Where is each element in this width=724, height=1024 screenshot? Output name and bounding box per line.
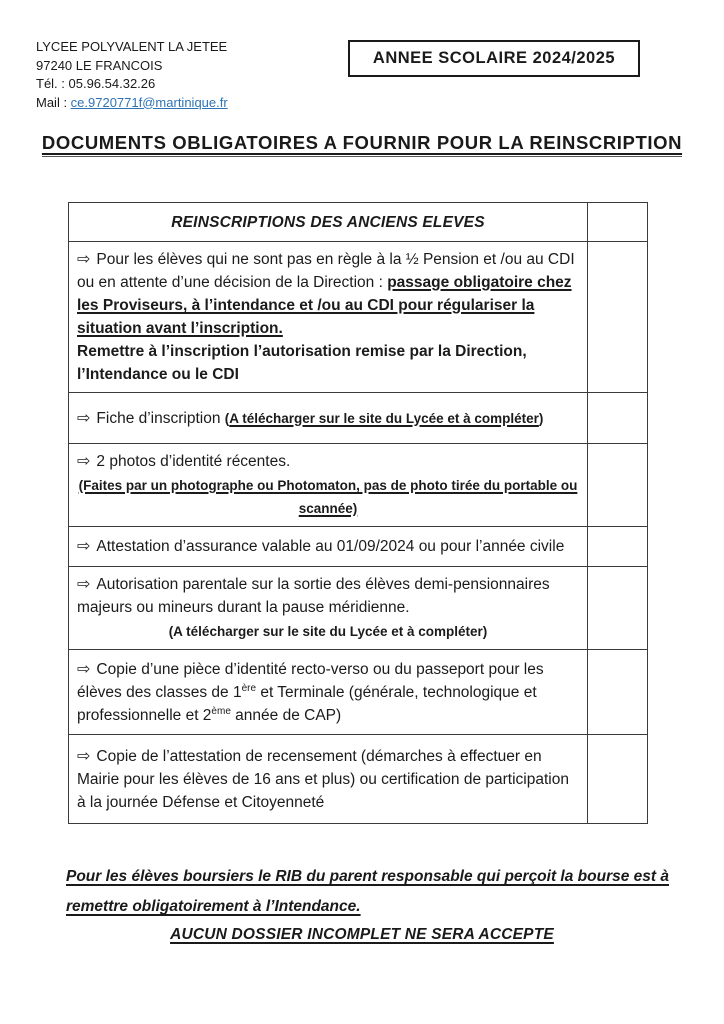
arrow-icon: ⇨: [77, 538, 91, 555]
check-cell: [588, 735, 648, 824]
row2-paren-open: (: [224, 410, 230, 426]
row1-bold: Remettre à l’inscription l’autorisation remise par la Direction, l’Intendance ou le CDI: [77, 343, 527, 383]
table-header-row: [69, 203, 648, 242]
row2-note: A télécharger sur le site du Lycée et à compléter: [229, 410, 539, 426]
school-name: LYCEE POLYVALENT LA JETEE: [36, 39, 228, 54]
row6-text-2: et Terminale (générale, technologique et professionnelle et 2: [77, 683, 537, 724]
school-address: 97240 LE FRANCOIS: [36, 57, 163, 73]
check-cell: [588, 242, 648, 393]
arrow-icon: ⇨: [77, 747, 91, 765]
row1-bold-underline: passage obligatoire chez les Proviseurs, à l’intendance et /ou au CDI pour régulariser la situation avant l’inscription.: [77, 274, 572, 337]
requirements-table: [68, 202, 648, 824]
row2-text: Fiche d’inscription: [96, 409, 225, 427]
row6-text-1: Copie d’une pièce d’identité recto-verso ou du passeport pour les élèves des classes de 1: [77, 660, 544, 701]
table-row: [69, 242, 648, 393]
row2-paren-close: ): [538, 410, 544, 426]
row4-text: Attestation d’assurance valable au 01/09/2024 ou pour l’année civile: [96, 538, 565, 555]
arrow-icon: ⇨: [77, 453, 91, 470]
table-row: [69, 527, 648, 567]
row6-sup-1: ère: [241, 682, 257, 694]
row6-sup-2: ème: [211, 705, 231, 717]
arrow-icon: ⇨: [77, 409, 91, 427]
arrow-icon: ⇨: [77, 576, 91, 593]
table-row: [69, 567, 648, 650]
row5-note: (A télécharger sur le site du Lycée et à compléter): [168, 624, 488, 639]
scholarship-note: Pour les élèves boursiers le RIB du parent responsable qui perçoit la bourse est à remettre obligatoirement à l’Intendance.: [66, 868, 669, 915]
mail-link[interactable]: ce.9720771f@martinique.fr: [70, 94, 228, 110]
check-cell: [588, 393, 648, 444]
school-phone: Tél. : 05.96.54.32.26: [36, 76, 156, 91]
table-row: [69, 393, 648, 444]
school-year-box: ANNEE SCOLAIRE 2024/2025: [348, 40, 640, 77]
table-row: [69, 650, 648, 735]
mail-label: Mail :: [36, 94, 71, 110]
row1-text: Pour les élèves qui ne sont pas en règle à la ½ Pension et /ou au CDI ou en attente d’une décision de la Direction :: [77, 251, 575, 291]
check-cell: [588, 444, 648, 527]
row6-text-3: année de CAP): [230, 706, 342, 724]
row5-text: Autorisation parentale sur la sortie des élèves demi-pensionnaires majeurs ou mineurs durant la pause méridienne.: [77, 576, 550, 616]
table-row: [69, 735, 648, 824]
table-header-cell: REINSCRIPTIONS DES ANCIENS ELEVES: [69, 203, 588, 242]
check-cell: [588, 203, 648, 242]
check-cell: [588, 527, 648, 567]
school-mail-line: [36, 94, 228, 113]
row3-note: (Faites par un photographe ou Photomaton, pas de photo tirée du portable ou scannée): [78, 478, 578, 516]
arrow-icon: ⇨: [77, 660, 91, 678]
table-row: [69, 444, 648, 527]
document-title: DOCUMENTS OBLIGATOIRES A FOURNIR POUR LA REINSCRIPTION: [0, 132, 724, 154]
row3-text: 2 photos d’identité récentes.: [96, 453, 291, 470]
incomplete-file-warning: AUCUN DOSSIER INCOMPLET NE SERA ACCEPTE: [170, 926, 554, 943]
school-info-block: [36, 38, 228, 112]
row7-text: Copie de l’attestation de recensement (démarches à effectuer en Mairie pour les élèves de 16 ans et plus) ou certification de participation à la journée Défense et Citoyenneté: [77, 747, 569, 811]
arrow-icon: ⇨: [77, 251, 91, 268]
check-cell: [588, 650, 648, 735]
check-cell: [588, 567, 648, 650]
